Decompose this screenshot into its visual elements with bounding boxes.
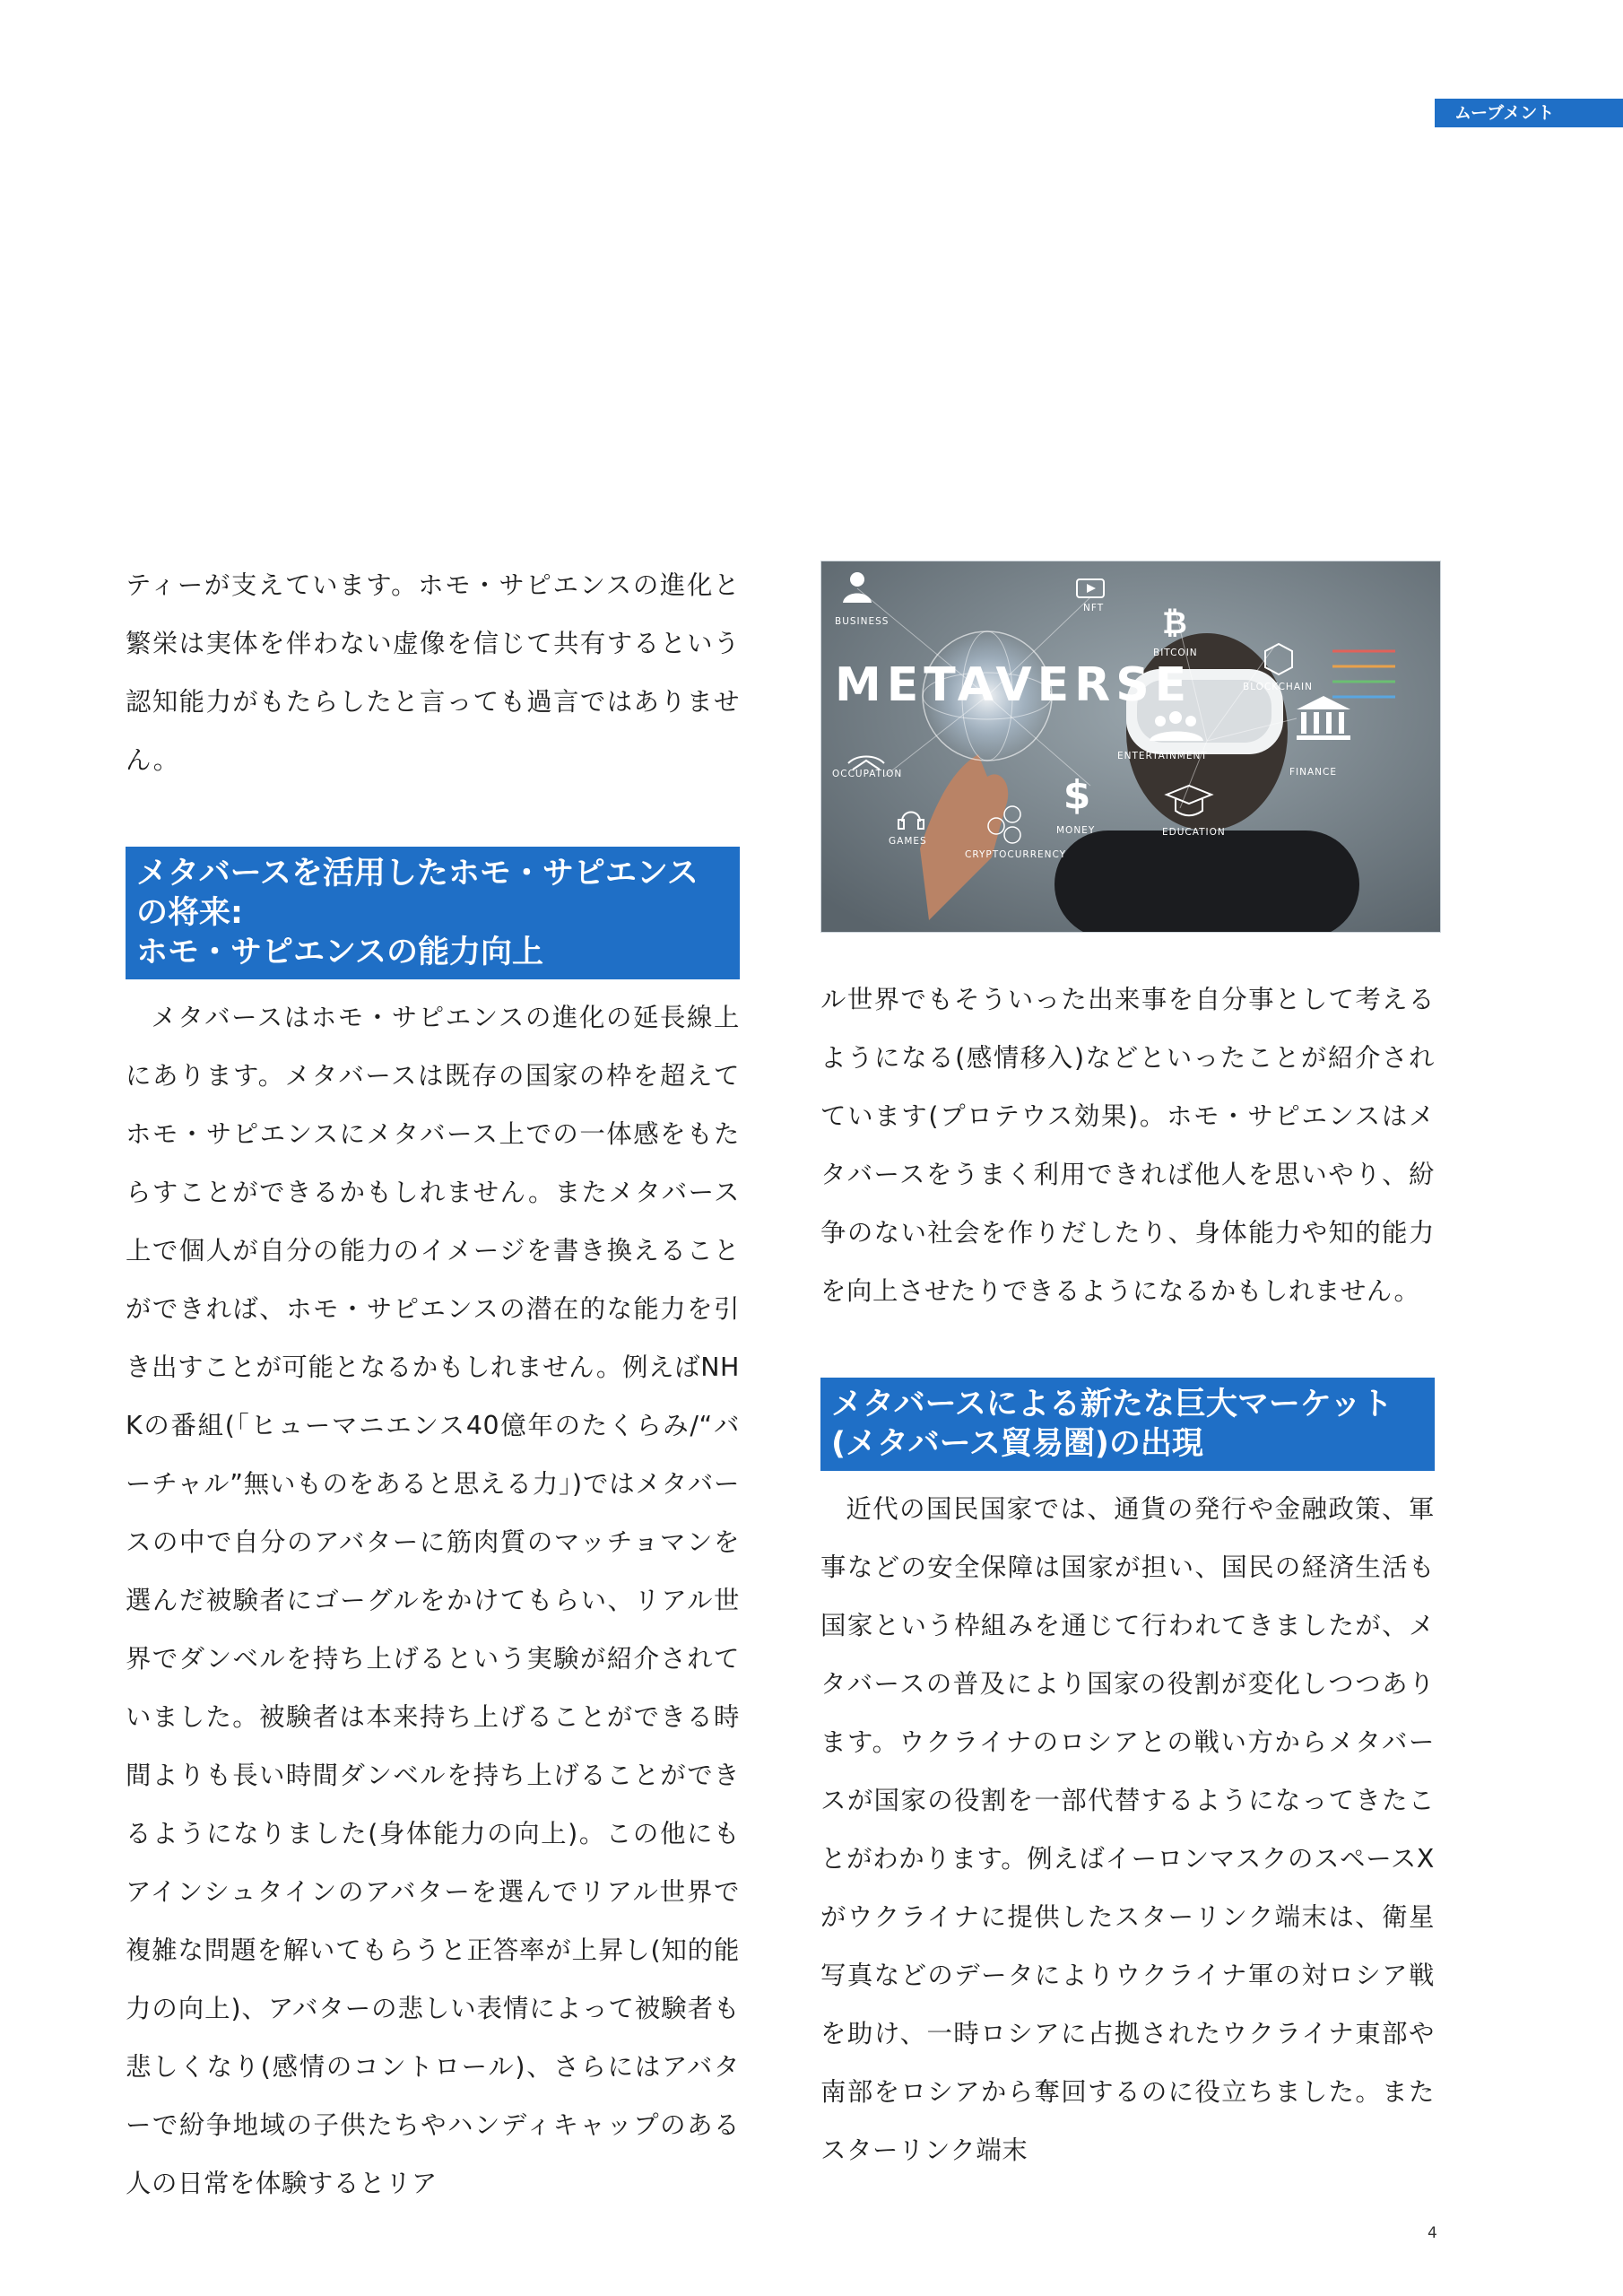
metaverse-title: METAVERSE — [835, 658, 1193, 712]
label-games: GAMES — [889, 836, 927, 847]
label-business: BUSINESS — [835, 616, 890, 627]
body-paragraph-4: 近代の国民国家では、通貨の発行や金融政策、軍事などの安全保障は国家が担い、国民の経済生活も国家という枠組みを通じて行われてきましたが、メタバースの普及により国家の役割が変化しつつあります。ウクライナのロシアとの戦い方からメタバースが国家の役割を一部代替するようになってきたことがわかります。例えばイーロンマスクのスペースXがウクライナに提供したスターリンク端末は、衛星写真などのデータによりウクライナ軍の対ロシア戦を助け、一時ロシアに占拠されたウクライナ東部や南部をロシアから奪回するのに役立ちました。またスターリンク端末 — [820, 1494, 1435, 2165]
body-paragraph-3: ル世界でもそういった出来事を自分事として考えるようになる(感情移入)などといったことが紹介されています(プロテウス効果)。ホモ・サピエンスはメタバースをうまく利用できれば他人を思いやり、紛争のない社会を作りだしたり、身体能力や知的能力を向上させたりできるようになるかもしれません。 — [820, 985, 1435, 1306]
heading-2-line-2: (メタバース貿易圏)の出現 — [831, 1426, 1203, 1462]
left-column — [126, 556, 740, 2213]
label-nft: NFT — [1083, 603, 1105, 613]
dollar-icon: $ — [1063, 772, 1091, 818]
label-bitcoin: BITCOIN — [1153, 648, 1198, 658]
right-column — [820, 561, 1435, 2179]
person-body — [1055, 831, 1359, 933]
intro-paragraph: ティーが支えています。ホモ・サピエンスの進化と繁栄は実体を伴わない虚像を信じて共有するという認知能力がもたらしたと言っても過言ではありません。 — [126, 570, 740, 775]
label-education: EDUCATION — [1162, 827, 1226, 838]
body-paragraph-2: メタバースはホモ・サピエンスの進化の延長線上にあります。メタバースは既存の国家の枠を超えてホモ・サピエンスにメタバース上での一体感をもたらすことができるかもしれません。またメタバース上で個人が自分の能力のイメージを書き換えることができれば、ホモ・サピエンスの潜在的な能力を引き出すことが可能となるかもしれません。例えばNHKの番組(「ヒューマニエンス40億年のたくらみ/“バーチャル”無いものをあると思える力」)ではメタバースの中で自分のアバターに筋肉質のマッチョマンを選んだ被験者にゴーグルをかけてもらい、リアル世界でダンベルを持ち上げるという実験が紹介されていました。被験者は本来持ち上げることができる時間よりも長い時間ダンベルを持ち上げることができるようになりました(身体能力の向上)。この他にもアインシュタインのアバターを選んでリアル世界で複雑な問題を解いてもらうと正答率が上昇し(知的能力の向上)、アバターの悲しい表情によって被験者も悲しくなり(感情のコントロール)、さらにはアバターで紛争地域の子供たちやハンディキャップのある人の日常を体験するとリア — [126, 1003, 740, 2198]
heading-1-line-1: メタバースを活用したホモ・サピエンスの将来: — [136, 856, 699, 931]
label-occupation: OCCUPATION — [832, 769, 903, 779]
label-cryptocurrency: CRYPTOCURRENCY — [965, 849, 1067, 860]
metaverse-photo — [820, 561, 1441, 933]
page-number: 4 — [1428, 2224, 1437, 2242]
heading-2-line-1: メタバースによる新たな巨大マーケット — [831, 1387, 1393, 1422]
label-blockchain: BLOCKCHAIN — [1243, 682, 1313, 692]
section-heading-2 — [820, 1378, 1435, 1471]
section-tag: ムーブメント — [1435, 99, 1623, 127]
heading-1-line-2: ホモ・サピエンスの能力向上 — [136, 935, 543, 970]
label-finance: FINANCE — [1289, 767, 1337, 778]
label-entertainment: ENTERTAINMENT — [1117, 751, 1208, 761]
label-money: MONEY — [1056, 825, 1096, 836]
section-heading-1 — [126, 847, 740, 979]
bitcoin-icon: ₿ — [1162, 605, 1187, 641]
